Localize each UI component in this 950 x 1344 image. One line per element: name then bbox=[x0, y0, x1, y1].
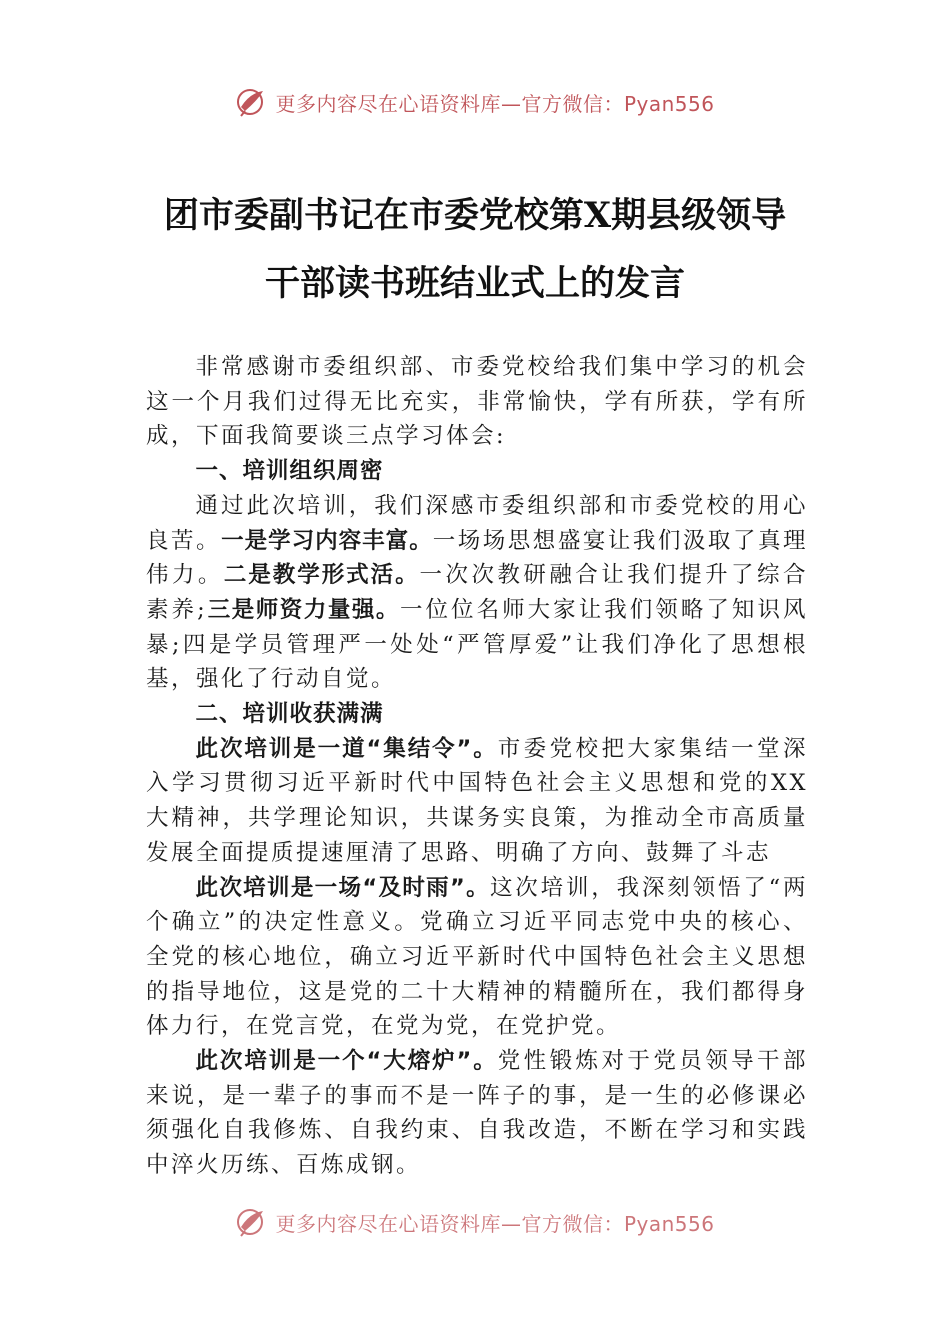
pen-logo-icon bbox=[235, 1205, 269, 1239]
paragraph-1-text-a: 通过此次培训，我们深感市委组织部和市委党校的用心良苦。 bbox=[146, 492, 808, 554]
paragraph-2-text: 市委党校把大家集结一堂深入学习贯彻习近平新时代中国特色社会主义思想和党的XX大精神，共学理论知识，共谋务实良策，为推动全市高质量发展全面提质提速厘清了思路、明确了方向、鼓舞了斗志 bbox=[146, 735, 808, 866]
watermark-text: 更多内容尽在心语资料库—官方微信：Pyan556 bbox=[275, 91, 715, 116]
paragraph-1-bold-1: 一是学习内容丰富。 bbox=[221, 527, 433, 554]
paragraph-4-bold: 此次培训是一个“大熔炉”。 bbox=[195, 1048, 498, 1075]
paragraph-3-bold: 此次培训是一场“及时雨”。 bbox=[195, 874, 490, 901]
paragraph-1-text-d: 一次次教研融合让我们提升了综合素养; bbox=[146, 562, 808, 623]
watermark-banner-top bbox=[0, 82, 950, 122]
watermark-text: 更多内容尽在心语资料库—官方微信：Pyan556 bbox=[275, 1211, 715, 1236]
paragraph-1-text-c: 一场场思想盛宴让我们汲取了真理伟力。 bbox=[146, 527, 808, 589]
paragraph-1-text-e: 一位位名师大家让我们领略了知识风暴;四是学员管理严一处处“严管厚爱”让我们净化了思想根基，强化了行动自觉。 bbox=[146, 596, 808, 693]
paragraph-3 bbox=[146, 871, 808, 1045]
document-body bbox=[146, 350, 808, 1183]
pen-logo-icon bbox=[235, 85, 269, 119]
paragraph-4-text: 党性锻炼对于党员领导干部来说，是一辈子的事而不是一阵子的事，是一生的必修课必须强化自我修炼、自我约束、自我改造，不断在学习和实践中淬火历练、百炼成钢。 bbox=[146, 1048, 808, 1179]
paragraph-1-bold-3: 三是师资力量强。 bbox=[207, 596, 400, 623]
section-heading-1: 一、培训组织周密 bbox=[195, 458, 384, 485]
document-title-line-2: 干部读书班结业式上的发言 bbox=[264, 263, 685, 304]
paragraph-1-bold-2: 二是教学形式活。 bbox=[223, 562, 420, 589]
paragraph-4 bbox=[146, 1044, 808, 1183]
paragraph-3-text: 这次培训，我深刻领悟了“两个确立”的决定性意义。党确立习近平同志党中央的核心、全党的核心地位，确立习近平新时代中国特色社会主义思想的指导地位，这是党的二十大精神的精髓所在，我们都得身体力行，在党言党，在党为党，在党护党。 bbox=[146, 874, 808, 1040]
intro-paragraph: 非常感谢市委组织部、市委党校给我们集中学习的机会这一个月我们过得无比充实，非常愉快，学有所获，学有所成，下面我简要谈三点学习体会: bbox=[146, 354, 808, 450]
paragraph-2-bold: 此次培训是一道“集结令”。 bbox=[195, 735, 498, 762]
paragraph-1 bbox=[146, 489, 808, 697]
watermark-banner-bottom bbox=[0, 1202, 950, 1242]
section-heading-2: 二、培训收获满满 bbox=[195, 701, 384, 728]
paragraph-2 bbox=[146, 732, 808, 871]
document-title-line-1: 团市委副书记在市委党校第X期县级领导 bbox=[163, 195, 787, 236]
